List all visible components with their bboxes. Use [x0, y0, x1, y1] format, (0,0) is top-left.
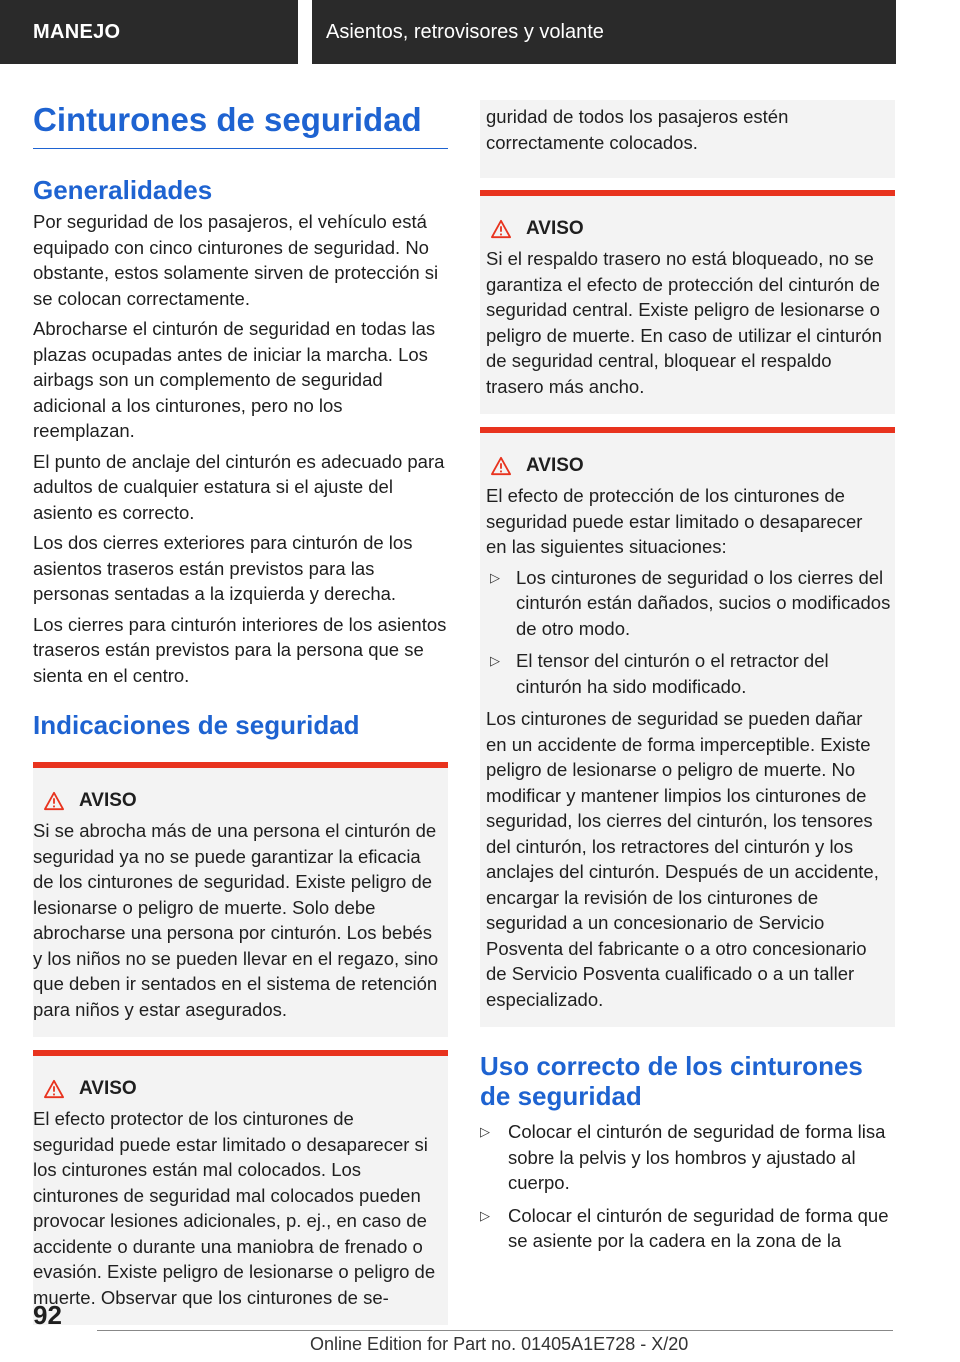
bullet-triangle-icon: ▷: [490, 569, 500, 585]
paragraph: Abrocharse el cinturón de seguridad en todas las plazas ocupadas antes de iniciar la marcha. Los airbags son un complemento de seguridad adicional a los cinturones, pero no los reemplazan.: [33, 318, 436, 441]
warning-triangle-icon: [490, 219, 512, 239]
heading-safety: Indicaciones de seguridad: [33, 710, 360, 740]
heading-correct-use: Uso correcto de los cinturones de seguridad: [480, 1051, 863, 1111]
warning-header: [43, 1078, 448, 1100]
left-column: [33, 100, 448, 1338]
warning-triangle-icon: [43, 1079, 65, 1099]
warning-box: [33, 762, 448, 1037]
header-section: MANEJO: [0, 0, 298, 64]
warning-title: AVISO: [79, 790, 137, 811]
paragraph: Los dos cierres exteriores para cinturón de los asientos traseros están previstos para las personas sentadas a la izquierda y derecha.: [33, 532, 413, 604]
warning-text: Si el respaldo trasero no está bloqueado, no se garantiza el efecto de protección del cinturón de seguridad central. Existe peligro de lesionarse o peligro de muerte. En caso de utilizar el cinturón de seguridad central, bloquear el respaldo trasero más ancho.: [486, 248, 882, 397]
warning-header: [490, 455, 895, 477]
page-number: 92: [33, 1300, 62, 1330]
warning-text: Los cinturones de seguridad se pueden dañar en un accidente de forma imperceptible. Existe peligro de lesionarse o peligro de muerte. No modificar y mantener limpios los cinturones de seguridad, los cierres del cinturón, los tensores del cinturón, los retractores del cinturón y los anclajes del cinturón. Después de un accidente, encargar la revisión de los cinturones de seguridad a un concesionario de Servicio Posventa del fabricante o a otro concesionario de Servicio Posventa cualificado o a un taller especializado.: [486, 708, 879, 1010]
list-item: ▷ Colocar el cinturón de seguridad de forma lisa sobre la pelvis y los hombros y ajustado al cuerpo.: [480, 1121, 886, 1193]
list-item: ▷ Colocar el cinturón de seguridad de forma que se asiente por la cadera en la zona de la: [480, 1204, 889, 1251]
page-title: Cinturones de seguridad: [33, 100, 448, 149]
warning-header: [43, 790, 448, 812]
bullet-triangle-icon: ▷: [490, 653, 500, 668]
bullet-triangle-icon: ▷: [480, 1207, 490, 1223]
warning-list: [480, 565, 895, 700]
warning-box: [480, 427, 895, 1027]
warning-title: AVISO: [79, 1078, 137, 1099]
bullet-triangle-icon: ▷: [480, 1124, 490, 1139]
footer-text: Online Edition for Part no. 01405A1E728 - X/20: [310, 1334, 689, 1354]
right-column: [480, 100, 895, 1261]
warning-text: guridad de todos los pasajeros estén correctamente colocados.: [486, 106, 789, 153]
warning-text: El efecto protector de los cinturones de seguridad puede estar limitado o desaparecer si los cinturones están mal colocados. Los cinturones de seguridad mal colocados pueden provocar lesiones adicionales, p. ej., en caso de accidente o durante una maniobra de frenado o evasión. Existe peligro de lesionarse o peligro de muerte. Observar que los cinturones de se-: [33, 1108, 436, 1308]
warning-title: AVISO: [526, 218, 584, 239]
paragraph: El punto de anclaje del cinturón es adecuado para adultos de cualquier estatura si el ajuste del asiento es correcto.: [33, 450, 445, 523]
warning-intro: El efecto de protección de los cinturones de seguridad puede estar limitado o desaparecer en las siguientes situaciones:: [486, 485, 863, 557]
list-item: ▷ El tensor del cinturón o el retractor del cinturón ha sido modificado.: [490, 650, 829, 697]
warning-triangle-icon: [490, 456, 512, 476]
warning-text: Si se abrocha más de una persona el cinturón de seguridad ya no se puede garantizar la eficacia de los cinturones de seguridad. Existe peligro de lesionarse o peligro de muerte. Solo debe abrocharse una persona por cinturón. Los bebés y los niños no se pueden llevar en el regazo, sino que deben ir sentados en el sistema de retención para niños y estar asegurados.: [33, 820, 439, 1020]
warning-box-continued: [480, 100, 895, 178]
warning-box: [33, 1050, 448, 1325]
warning-box: [480, 190, 895, 414]
warning-title: AVISO: [526, 455, 584, 476]
header-chapter: Asientos, retrovisores y volante: [312, 0, 896, 64]
correct-use-list: [480, 1119, 895, 1254]
paragraph: Por seguridad de los pasajeros, el vehículo está equipado con cinco cinturones de seguridad. No obstante, estos solamente sirven de protección si se colocan correctamente.: [33, 211, 439, 309]
paragraph: Los cierres para cinturón interiores de los asientos traseros están previstos para la persona que se sienta en el centro.: [33, 613, 447, 686]
list-item: ▷ Los cinturones de seguridad o los cierres del cinturón están dañados, sucios o modificados de otro modo.: [490, 566, 891, 639]
warning-header: [490, 218, 895, 240]
footer-divider: [97, 1330, 893, 1331]
heading-general: Generalidades: [33, 175, 213, 205]
warning-triangle-icon: [43, 791, 65, 811]
